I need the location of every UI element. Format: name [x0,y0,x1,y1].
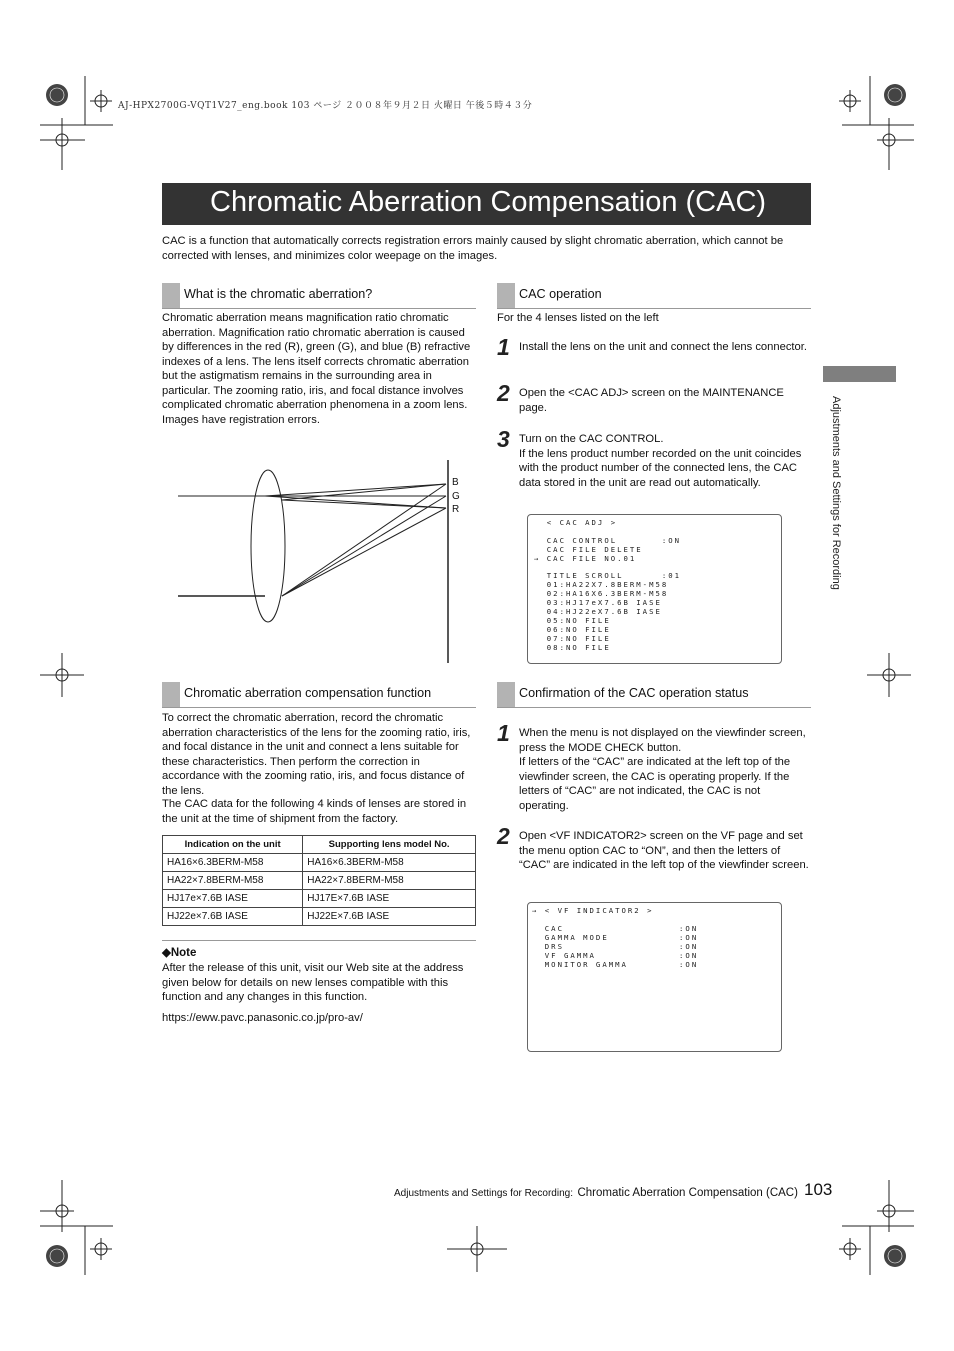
table-row [163,872,476,890]
footer-title: Chromatic Aberration Compensation (CAC) [577,1187,798,1199]
what-is-body: Chromatic aberration means magnification ratio chromatic aberration. Magnification ratio chromatic aberration is caused by differences in the red (R), green (G), and blue (B) refractive indexes of a lens. The lens itself corrects chromatic aberration but the astigmatism remains in the surrounding area in particular. The zooming ratio, iris, and focal distance involves complicated chromatic aberration phenomena in a zoom lens. Images have registration errors. [162,312,471,426]
lens-table [162,835,476,926]
screen-line: CAC FILE DELETE [534,545,643,554]
step-text-detail: If letters of the “CAC” are indicated at the left top of the viewfinder screen, the CAC is operating properly. If the letters of “CAC” are not indicated, the CAC is not operating. [519,756,791,812]
screen-line: GAMMA MODE :ON [532,933,699,942]
function-body-1: To correct the chromatic aberration, record the chromatic aberration characteristics of the lens for the zooming ratio, iris, and focal distance in the unit and connect a lens suitable for these characteristics. Then perform the correction in accordance with the zooming ratio, iris, and focus distance of the lens. [162,712,471,797]
screen-line: 02:HA16X6.3BERM-M58 [534,589,669,598]
table-cell: HJ17E×7.6B IASE [303,890,476,908]
step-number: 1 [497,334,510,360]
section-marker [162,283,180,308]
screen-line: 05:NO FILE [534,616,611,625]
screen-line: 07:NO FILE [534,634,611,643]
section-marker [497,283,515,308]
side-tab [823,366,896,382]
note-url[interactable]: https://eww.pavc.panasonic.co.jp/pro-av/ [162,1012,363,1024]
table-cell: HJ22e×7.6B IASE [163,908,303,926]
screen-line: CAC CONTROL :ON [534,536,682,545]
section-heading: Chromatic aberration compensation function [184,686,432,700]
section-marker [162,682,180,707]
label-g: G [452,490,460,502]
screen-line: 06:NO FILE [534,625,611,634]
table-row [163,908,476,926]
section-heading: Confirmation of the CAC operation status [519,686,749,700]
table-header-row [163,836,476,854]
title-bar [162,183,811,225]
step-text: Open the <CAC ADJ> screen on the MAINTENANCE page. [519,387,784,414]
table-cell: HA16×6.3BERM-M58 [163,854,303,872]
screen-line: → CAC FILE NO.01 [534,554,637,563]
screen-line: VF GAMMA :ON [532,951,699,960]
step-number: 3 [497,426,510,452]
vf-indicator-screen [527,902,782,1052]
step-body [519,726,809,813]
diagram-labels [452,476,460,517]
section-function [162,682,476,708]
side-tab-label: Adjustments and Settings for Recording [830,396,842,590]
screen-line: 03:HJ17eX7.6B IASE [534,598,662,607]
table-row [163,890,476,908]
section-heading: What is the chromatic aberration? [184,287,373,301]
screen-line: DRS :ON [532,942,699,951]
section-marker [497,682,515,707]
section-heading: CAC operation [519,287,602,301]
label-b: B [452,477,459,488]
section-operation [497,283,811,309]
screen-line: CAC :ON [532,924,699,933]
screen-line: MONITOR GAMMA :ON [532,960,699,969]
lens-diagram [170,460,470,665]
step-body [519,432,809,490]
section-what-is [162,283,476,309]
step-text: Turn on the CAC CONTROL. [519,433,664,445]
note-divider [162,940,476,941]
cac-adj-screen [527,514,782,664]
step-number: 1 [497,720,510,746]
step-number: 2 [497,823,510,849]
footer-section: Adjustments and Settings for Recording: [394,1188,573,1199]
step-text: When the menu is not displayed on the viewfinder screen, press the MODE CHECK button. [519,727,806,754]
step-text: Open <VF INDICATOR2> screen on the VF page and set the menu option CAC to “ON”, and then the letters of “CAC” are indicated in the left top of the viewfinder screen. [519,830,809,871]
footer [394,1183,798,1201]
step-text: Install the lens on the unit and connect the lens connector. [519,341,807,353]
section-confirmation [497,682,811,708]
table-header: Indication on the unit [163,836,303,854]
table-cell: HJ17e×7.6B IASE [163,890,303,908]
screen-line: 08:NO FILE [534,643,611,652]
table-cell: HA22×7.8BERM-M58 [163,872,303,890]
note-body: After the release of this unit, visit our Web site at the address given below for details on new lenses compatible with this function and any changes in this function. [162,962,464,1003]
intro-text: CAC is a function that automatically corrects registration errors mainly caused by slight chromatic aberration, which cannot be corrected with lenses, and minimizes color weepage on the images. [162,235,784,262]
table-cell: HJ22E×7.6B IASE [303,908,476,926]
file-info: AJ-HPX2700G-VQT1V27_eng.book 103 ページ ２００８年９月２日 火曜日 午後５時４３分 [118,101,533,111]
page-number: 103 [804,1180,833,1199]
step-number: 2 [497,380,510,406]
function-body-2: The CAC data for the following 4 kinds of lenses are stored in the unit at the time of shipment from the factory. [162,798,467,825]
table-header: Supporting lens model No. [303,836,476,854]
step-text-detail: If the lens product number recorded on the unit coincides with the product number of the connected lens, the CAC data stored in the unit are read out automatically. [519,447,802,489]
label-r: R [452,504,460,515]
screen-line: → < VF INDICATOR2 > [532,906,654,915]
table-cell: HA16×6.3BERM-M58 [303,854,476,872]
screen-line: 01:HA22X7.8BERM-M58 [534,580,669,589]
screen-line: 04:HJ22eX7.6B IASE [534,607,662,616]
screen-line: TITLE SCROLL :01 [534,571,682,580]
page-title: Chromatic Aberration Compensation (CAC) [210,186,767,218]
table-cell: HA22×7.8BERM-M58 [303,872,476,890]
screen-line: < CAC ADJ > [534,518,618,527]
note-heading: ◆Note [162,947,197,959]
table-row [163,854,476,872]
operation-lead: For the 4 lenses listed on the left [497,312,659,324]
